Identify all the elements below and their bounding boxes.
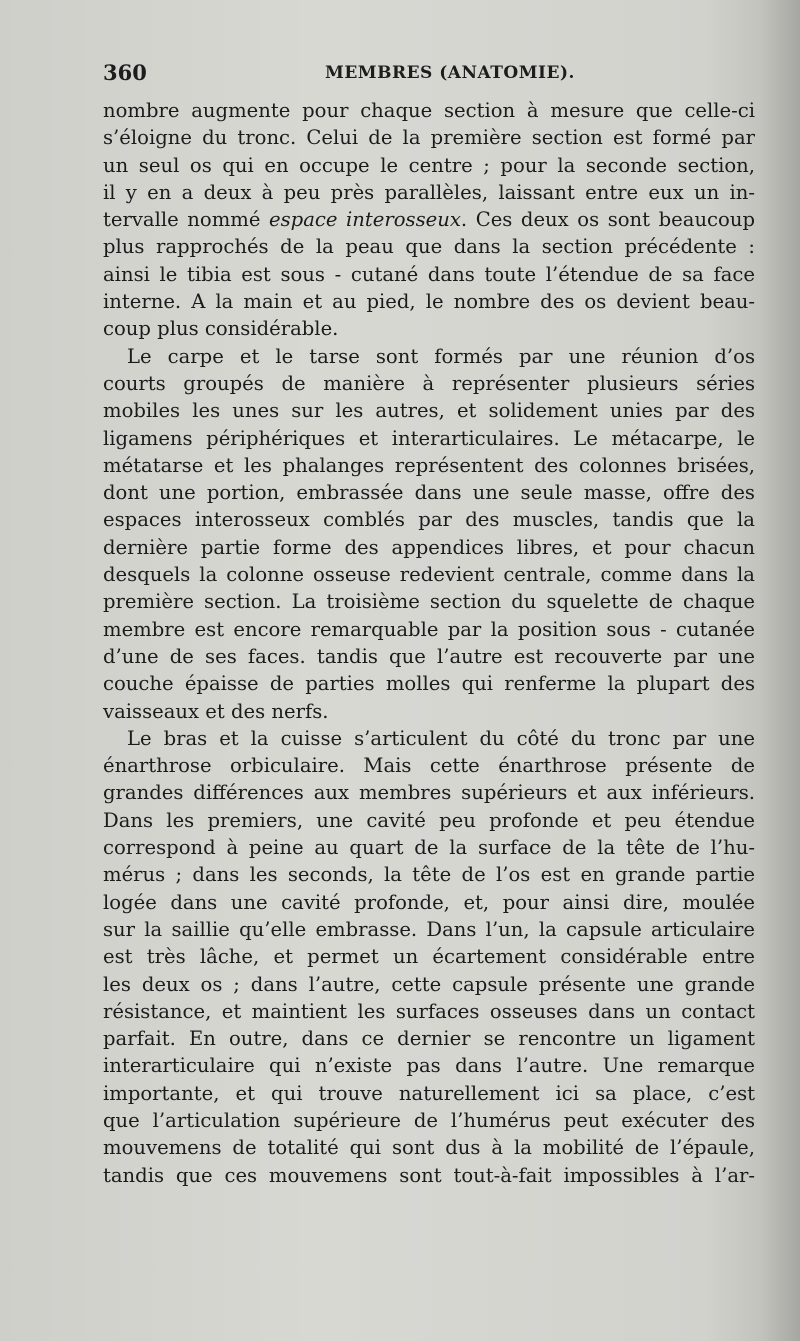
text-line: tandis que ces mouvemens sont tout-à-fait impossibles à l’ar- [103, 1163, 755, 1187]
text-line: ainsi le tibia est sous - cutané dans toute l’étendue de sa face [103, 262, 755, 286]
text-line: les deux os ; dans l’autre, cette capsule présente une grande [103, 972, 755, 996]
text-line: mérus ; dans les seconds, la tête de l’os est en grande partie [103, 863, 755, 887]
text-line: coup plus considérable. [103, 317, 339, 341]
text-line: dont une portion, embrassée dans une seule masse, offre des [103, 481, 755, 505]
page-spine-shadow [760, 0, 800, 1341]
text-line: est très lâche, et permet un écartement considérable entre [103, 945, 755, 969]
text-line: grandes différences aux membres supérieurs et aux inférieurs. [103, 781, 755, 805]
text-line: dernière partie forme des appendices libres, et pour chacun [103, 535, 755, 559]
text-line: importante, et qui trouve naturellement ici sa place, c’est [103, 1081, 755, 1105]
page-number: 360 [103, 60, 147, 85]
text-line: interarticulaire qui n’existe pas dans l’autre. Une remarque [103, 1054, 755, 1078]
text-line: espaces interosseux comblés par des muscles, tandis que la [103, 508, 755, 532]
text-line: il y en a deux à peu près parallèles, laissant entre eux un in- [103, 180, 755, 204]
text-line: Le bras et la cuisse s’articulent du côté du tronc par une [127, 726, 755, 750]
text-line: nombre augmente pour chaque section à mesure que celle-ci [103, 99, 755, 122]
text-line: Dans les premiers, une cavité peu profonde et peu étendue [103, 808, 755, 832]
text-line: correspond à peine au quart de la surface de la tête de l’hu- [103, 836, 755, 860]
text-line: s’éloigne du tronc. Celui de la première section est formé par [103, 126, 755, 150]
text-line: sur la saillie qu’elle embrasse. Dans l’un, la capsule articulaire [103, 917, 755, 941]
text-line: plus rapprochés de la peau que dans la section précédente : [103, 235, 755, 259]
text-line: mouvemens de totalité qui sont dus à la mobilité de l’épaule, [103, 1136, 755, 1160]
text-line: desquels la colonne osseuse redevient centrale, comme dans la [103, 563, 755, 587]
text-line: première section. La troisième section du squelette de chaque [103, 590, 755, 614]
text-line: couche épaisse de parties molles qui renferme la plupart des [103, 672, 755, 696]
text-line: énarthrose orbiculaire. Mais cette énarthrose présente de [103, 754, 755, 778]
text-line: mobiles les unes sur les autres, et solidement unies par des [103, 399, 755, 423]
text-line [103, 206, 755, 233]
text-line: membre est encore remarquable par la position sous - cutanée [103, 617, 755, 641]
text-segment: . Ces deux os sont beaucoup [460, 208, 755, 232]
text-line: d’une de ses faces. tandis que l’autre est recouverte par une [103, 644, 755, 668]
text-line: résistance, et maintient les surfaces osseuses dans un contact [103, 999, 755, 1023]
text-line: métatarse et les phalanges représentent des colonnes brisées, [103, 453, 755, 477]
text-line: logée dans une cavité profonde, et, pour ainsi dire, moulée [103, 890, 755, 914]
text-line: courts groupés de manière à représenter plusieurs séries [103, 371, 755, 395]
text-line: que l’articulation supérieure de l’humérus peut exécuter des [103, 1108, 755, 1132]
italic-term: espace interosseux [269, 208, 461, 232]
text-line: parfait. En outre, dans ce dernier se rencontre un ligament [103, 1027, 755, 1051]
text-line: Le carpe et le tarse sont formés par une réunion d’os [127, 344, 755, 368]
text-segment: tervalle nommé [103, 208, 270, 232]
text-line: ligamens périphériques et interarticulaires. Le métacarpe, le [103, 426, 755, 450]
running-title: MEMBRES (ANATOMIE). [325, 63, 575, 83]
body-text [103, 97, 755, 1189]
text-line: un seul os qui en occupe le centre ; pour la seconde section, [103, 153, 755, 177]
text-line: interne. A la main et au pied, le nombre des os devient beau- [103, 290, 755, 314]
page-header [103, 60, 755, 90]
text-line: vaisseaux et des nerfs. [103, 699, 329, 723]
